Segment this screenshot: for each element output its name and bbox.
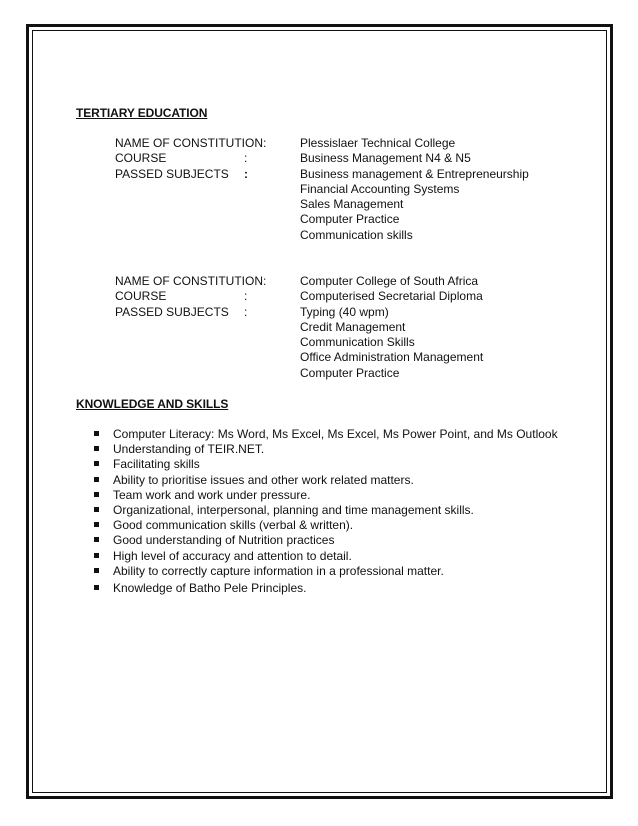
institution-label: NAME OF CONSTITUTION: <box>115 274 267 288</box>
bullet-icon <box>94 461 99 466</box>
subjects-colon: : <box>244 304 248 319</box>
subject-item: Financial Accounting Systems <box>300 181 460 196</box>
subjects-colon: : <box>244 166 248 181</box>
subjects-label: PASSED SUBJECTS <box>115 166 229 181</box>
subject-item: Typing (40 wpm) <box>300 304 389 319</box>
skill-text: Knowledge of Batho Pele Principles. <box>113 580 307 595</box>
subject-item: Communication Skills <box>300 335 415 350</box>
tertiary-education-heading: TERTIARY EDUCATION <box>76 106 208 120</box>
institution-label: NAME OF CONSTITUTION: <box>115 136 267 150</box>
course-colon: : <box>244 289 248 304</box>
list-item <box>94 533 574 548</box>
course-name: Business Management N4 & N5 <box>300 151 471 166</box>
list-item <box>94 473 574 488</box>
skills-list <box>94 427 574 596</box>
subject-item: Office Administration Management <box>300 350 484 365</box>
list-item <box>94 503 574 518</box>
bullet-icon <box>94 537 99 542</box>
bullet-icon <box>94 446 99 451</box>
course-colon: : <box>244 151 248 166</box>
institution-name: Plessislaer Technical College <box>300 136 456 150</box>
skill-text: High level of accuracy and attention to detail. <box>113 548 352 563</box>
bullet-icon <box>94 507 99 512</box>
institution-name: Computer College of South Africa <box>300 274 479 288</box>
skill-text: Ability to correctly capture information in a professional matter. <box>113 563 444 578</box>
knowledge-skills-heading: KNOWLEDGE AND SKILLS <box>76 397 229 411</box>
skill-text: Facilitating skills <box>113 457 200 472</box>
bullet-icon <box>94 492 99 497</box>
list-item <box>94 442 574 457</box>
list-item <box>94 518 574 533</box>
list-item <box>94 488 574 503</box>
subject-item: Credit Management <box>300 319 406 334</box>
skill-text: Computer Literacy: Ms Word, Ms Excel, Ms Excel, Ms Power Point, and Ms Outlook <box>113 427 558 441</box>
course-name: Computerised Secretarial Diploma <box>300 289 483 304</box>
subject-item: Sales Management <box>300 197 404 212</box>
skill-text: Organizational, interpersonal, planning and time management skills. <box>113 502 474 517</box>
list-item <box>94 427 574 442</box>
bullet-icon <box>94 585 99 590</box>
skill-text: Ability to prioritise issues and other work related matters. <box>113 472 414 487</box>
subject-item: Computer Practice <box>300 365 400 380</box>
list-item <box>94 564 574 579</box>
skill-text: Understanding of TEIR.NET. <box>113 442 265 457</box>
skill-text: Team work and work under pressure. <box>113 487 311 502</box>
subject-item: Communication skills <box>300 227 413 242</box>
list-item <box>94 581 574 596</box>
bullet-icon <box>94 431 99 436</box>
skill-text: Good communication skills (verbal & written). <box>113 518 354 533</box>
course-label: COURSE <box>115 151 167 166</box>
bullet-icon <box>94 568 99 573</box>
course-label: COURSE <box>115 289 167 304</box>
list-item <box>94 457 574 472</box>
education-entry <box>115 136 575 243</box>
bullet-icon <box>94 553 99 558</box>
bullet-icon <box>94 477 99 482</box>
subject-item: Business management & Entrepreneurship <box>300 166 529 181</box>
skill-text: Good understanding of Nutrition practices <box>113 533 335 548</box>
subjects-label: PASSED SUBJECTS <box>115 304 229 319</box>
bullet-icon <box>94 522 99 527</box>
list-item <box>94 549 574 564</box>
subject-item: Computer Practice <box>300 212 400 227</box>
education-entry <box>115 274 575 381</box>
